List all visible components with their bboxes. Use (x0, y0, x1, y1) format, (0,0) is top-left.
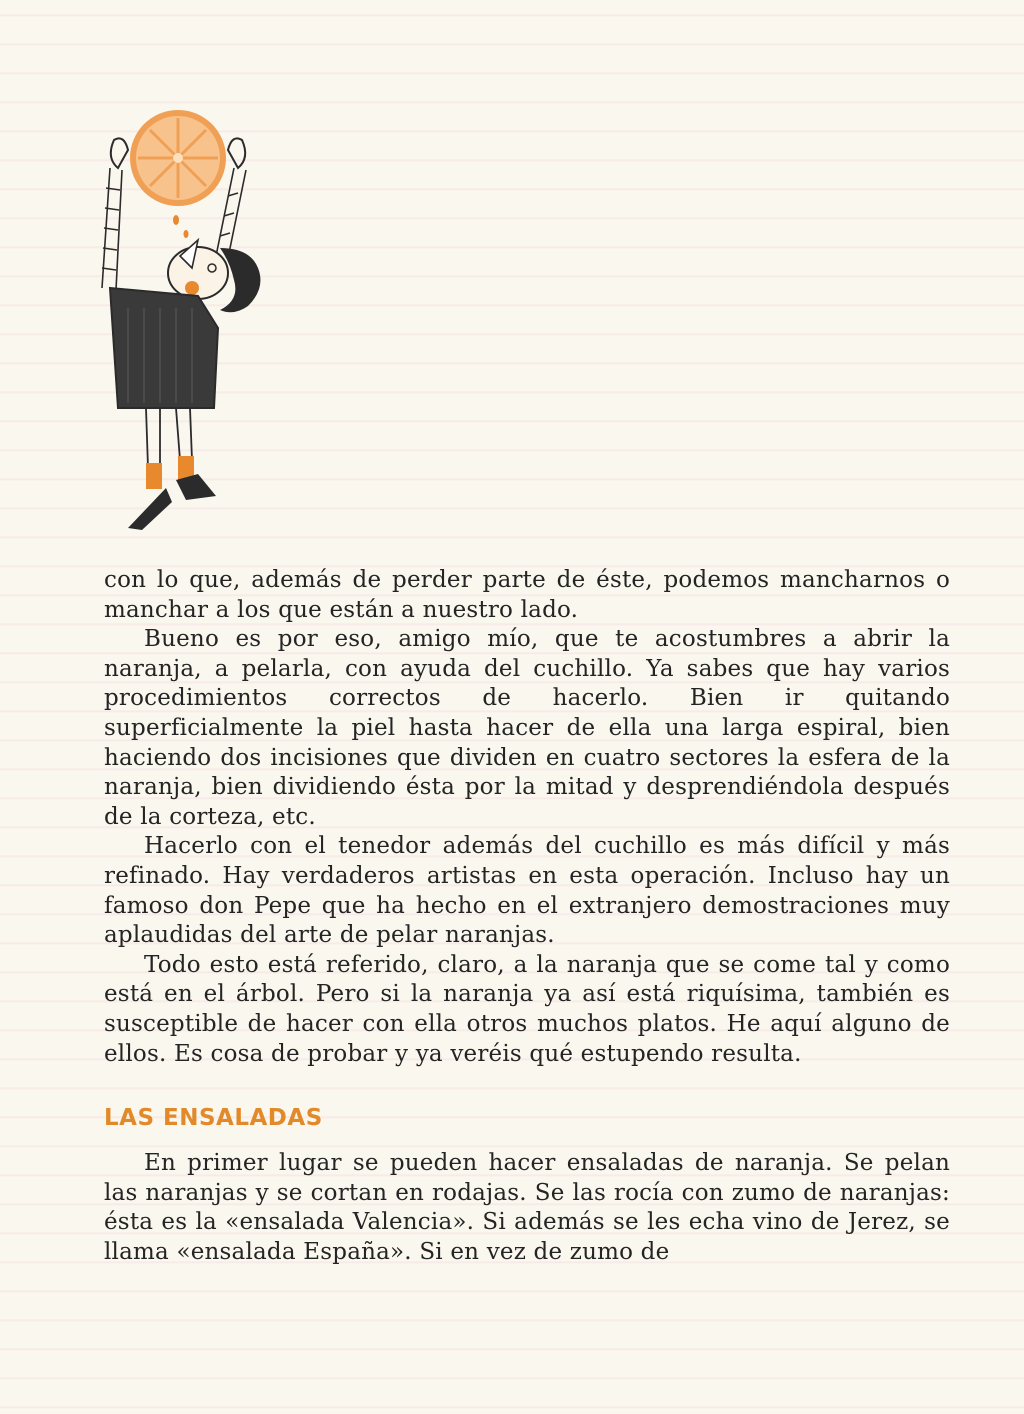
paragraph-peeling: Bueno es por eso, amigo mío, que te acostumbres a abrir la naranja, a pelarla, con ayuda del cuchillo. Ya sabes que hay varios procedimientos correctos de hacerlo. Bien ir quitando superficialmente la piel hasta hacer de ella una larga espiral, bien haciendo dos incisiones que dividen en cuatro sectores la esfera de la naranja, bien dividiendo ésta por la mitad y desprendiéndola después de la corteza, etc. (104, 626, 950, 830)
paragraph-ensaladas: En primer lugar se pueden hacer ensaladas de naranja. Se pelan las naranjas y se cortan en rodajas. Se las rocía con zumo de naranjas: ésta es la «ensalada Valencia». Si además se les echa vino de Jerez, se llama «ensalada España». Si en vez de zumo de (104, 1150, 950, 1265)
article-body (104, 566, 950, 1267)
paragraph-continuation: con lo que, además de perder parte de éste, podemos mancharnos o manchar a los que están a nuestro lado. (104, 567, 950, 623)
paragraph-fork: Hacerlo con el tenedor además del cuchillo es más difícil y más refinado. Hay verdaderos artistas en esta operación. Incluso hay un famoso don Pepe que ha hecho en el extranjero demostraciones muy aplaudidas del arte de pelar naranjas. (104, 833, 950, 949)
section-title-ensaladas: LAS ENSALADAS (104, 1105, 323, 1132)
boy-holding-orange-illustration (88, 108, 278, 538)
orange-illustration-icon (88, 108, 278, 538)
paragraph-dishes: Todo esto está referido, claro, a la naranja que se come tal y como está en el árbol. Pero si la naranja ya así está riquísima, también es susceptible de hacer con ella otros muchos platos. He aquí alguno de ellos. Es cosa de probar y ya veréis qué estupendo resulta. (104, 951, 950, 1067)
